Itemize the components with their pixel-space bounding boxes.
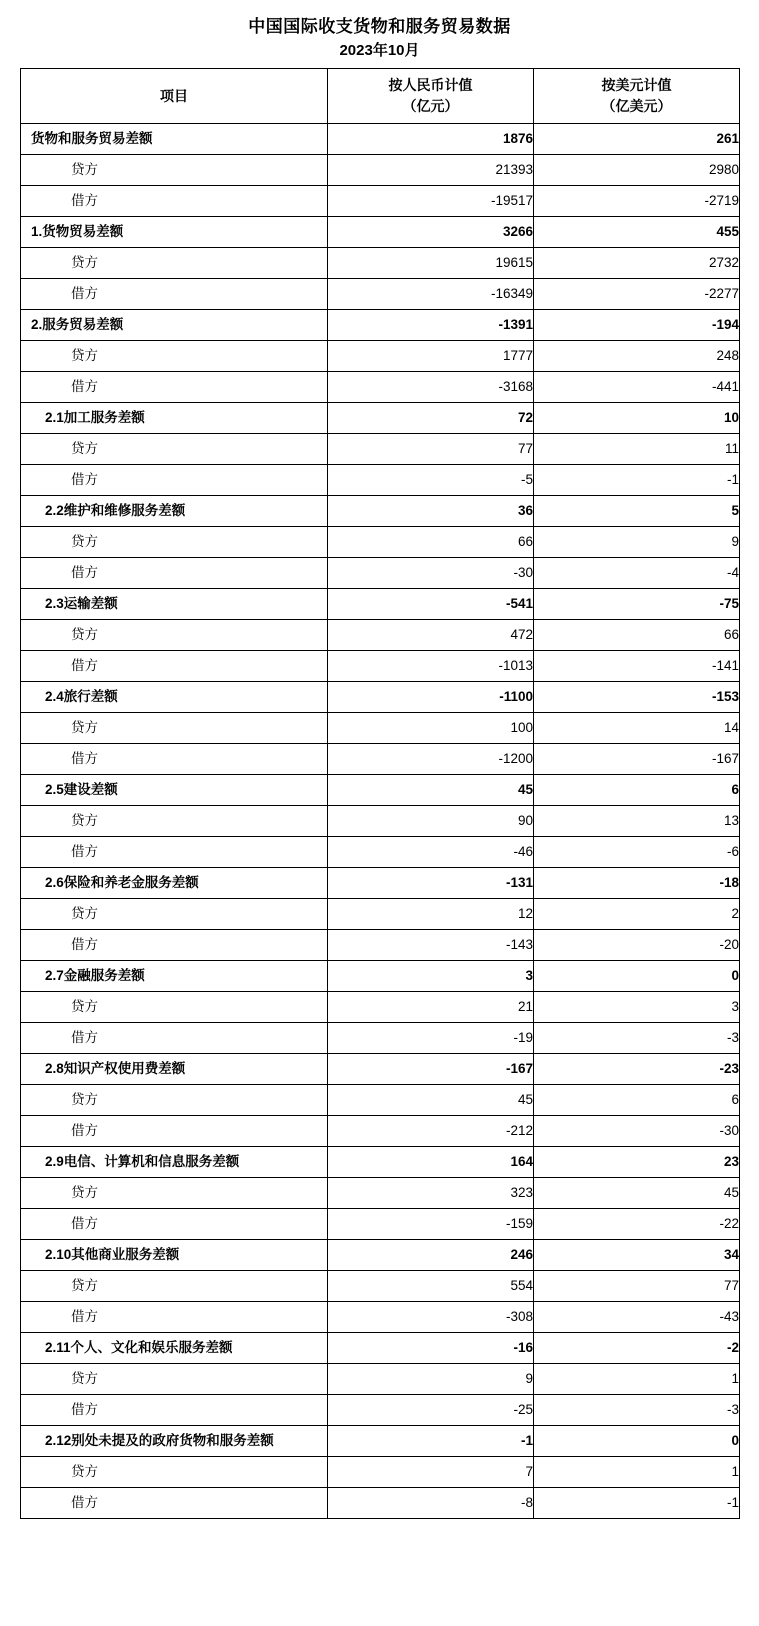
row-label: 2.1加工服务差额 [21, 403, 328, 434]
row-value-cny: 12 [328, 899, 534, 930]
table-row [21, 899, 740, 930]
row-label: 2.9电信、计算机和信息服务差额 [21, 1147, 328, 1178]
row-value-usd: -4 [534, 558, 740, 589]
row-value-usd: 248 [534, 341, 740, 372]
row-value-cny: -1 [328, 1426, 534, 1457]
row-label: 2.3运输差额 [21, 589, 328, 620]
table-row [21, 589, 740, 620]
row-value-usd: -23 [534, 1054, 740, 1085]
row-value-usd: -18 [534, 868, 740, 899]
column-header-cny-line1: 按人民币计值 [388, 77, 473, 93]
column-header-item-line1: 项目 [160, 87, 188, 104]
table-row [21, 1333, 740, 1364]
row-label: 贷方 [21, 713, 328, 744]
row-value-usd: -153 [534, 682, 740, 713]
row-value-usd: 45 [534, 1178, 740, 1209]
row-value-cny: 323 [328, 1178, 534, 1209]
row-value-usd: 0 [534, 1426, 740, 1457]
row-value-usd: 14 [534, 713, 740, 744]
row-value-usd: 6 [534, 1085, 740, 1116]
row-label: 借方 [21, 372, 328, 403]
table-row [21, 744, 740, 775]
balance-of-payments-table [20, 68, 740, 1519]
table-row [21, 558, 740, 589]
row-value-usd: -75 [534, 589, 740, 620]
table-row [21, 837, 740, 868]
page-subtitle: 2023年10月 [339, 42, 420, 59]
row-value-cny: 1876 [328, 124, 534, 155]
row-label: 贷方 [21, 992, 328, 1023]
row-value-cny: 554 [328, 1271, 534, 1302]
row-value-cny: 77 [328, 434, 534, 465]
row-value-cny: 90 [328, 806, 534, 837]
row-label: 借方 [21, 651, 328, 682]
column-header-usd [534, 69, 740, 124]
row-value-usd: 5 [534, 496, 740, 527]
row-value-usd: -2 [534, 1333, 740, 1364]
row-value-usd: 6 [534, 775, 740, 806]
row-label: 贷方 [21, 1271, 328, 1302]
table-row [21, 806, 740, 837]
row-value-cny: -25 [328, 1395, 534, 1426]
row-label: 贷方 [21, 1178, 328, 1209]
row-value-cny: 246 [328, 1240, 534, 1271]
row-value-usd: -1 [534, 465, 740, 496]
row-value-usd: 10 [534, 403, 740, 434]
row-label: 借方 [21, 744, 328, 775]
row-value-usd: 3 [534, 992, 740, 1023]
row-label: 2.7金融服务差额 [21, 961, 328, 992]
table-row [21, 403, 740, 434]
row-value-usd: -22 [534, 1209, 740, 1240]
table-row [21, 155, 740, 186]
row-label: 贷方 [21, 1364, 328, 1395]
row-value-usd: -30 [534, 1116, 740, 1147]
row-label: 借方 [21, 1116, 328, 1147]
table-row [21, 434, 740, 465]
row-value-cny: 66 [328, 527, 534, 558]
row-value-cny: -167 [328, 1054, 534, 1085]
row-label: 2.12别处未提及的政府货物和服务差额 [21, 1426, 328, 1457]
row-value-usd: 261 [534, 124, 740, 155]
row-value-cny: -131 [328, 868, 534, 899]
row-label: 借方 [21, 558, 328, 589]
row-value-cny: 45 [328, 775, 534, 806]
row-value-cny: 36 [328, 496, 534, 527]
table-row [21, 620, 740, 651]
table-header-row [21, 69, 740, 124]
table-row [21, 1240, 740, 1271]
row-value-usd: -20 [534, 930, 740, 961]
table-row [21, 992, 740, 1023]
row-value-cny: 100 [328, 713, 534, 744]
table-row [21, 1457, 740, 1488]
table-row [21, 341, 740, 372]
row-label: 贷方 [21, 341, 328, 372]
column-header-usd-line2: （亿美元） [601, 98, 672, 114]
row-label: 借方 [21, 930, 328, 961]
row-label: 贷方 [21, 1085, 328, 1116]
row-value-usd: -6 [534, 837, 740, 868]
row-value-usd: -1 [534, 1488, 740, 1519]
row-value-cny: -19517 [328, 186, 534, 217]
row-value-usd: 1 [534, 1457, 740, 1488]
row-value-cny: -19 [328, 1023, 534, 1054]
row-label: 借方 [21, 1209, 328, 1240]
row-value-usd: 66 [534, 620, 740, 651]
row-value-cny: 21393 [328, 155, 534, 186]
table-row [21, 279, 740, 310]
row-value-cny: -1391 [328, 310, 534, 341]
table-row [21, 868, 740, 899]
table-row [21, 248, 740, 279]
table-row [21, 930, 740, 961]
row-value-usd: 23 [534, 1147, 740, 1178]
row-value-usd: -2277 [534, 279, 740, 310]
table-row [21, 527, 740, 558]
row-value-cny: -30 [328, 558, 534, 589]
row-value-cny: -1013 [328, 651, 534, 682]
table-row [21, 465, 740, 496]
row-label: 借方 [21, 1488, 328, 1519]
page-title: 中国国际收支货物和服务贸易数据 [248, 17, 511, 36]
row-value-cny: -5 [328, 465, 534, 496]
row-label: 贷方 [21, 899, 328, 930]
table-row [21, 124, 740, 155]
row-value-cny: -8 [328, 1488, 534, 1519]
table-body [21, 124, 740, 1519]
row-value-cny: -212 [328, 1116, 534, 1147]
row-value-cny: 3266 [328, 217, 534, 248]
table-row [21, 1209, 740, 1240]
row-value-cny: 472 [328, 620, 534, 651]
row-value-usd: -441 [534, 372, 740, 403]
row-label: 2.6保险和养老金服务差额 [21, 868, 328, 899]
row-value-usd: -194 [534, 310, 740, 341]
row-label: 借方 [21, 465, 328, 496]
row-label: 货物和服务贸易差额 [21, 124, 328, 155]
row-value-usd: 9 [534, 527, 740, 558]
row-value-usd: -3 [534, 1023, 740, 1054]
row-label: 2.10其他商业服务差额 [21, 1240, 328, 1271]
table-row [21, 1085, 740, 1116]
table-header [21, 69, 740, 124]
row-value-usd: 11 [534, 434, 740, 465]
row-value-cny: -143 [328, 930, 534, 961]
table-row [21, 310, 740, 341]
row-value-usd: 77 [534, 1271, 740, 1302]
row-label: 借方 [21, 279, 328, 310]
table-row [21, 186, 740, 217]
row-value-cny: 21 [328, 992, 534, 1023]
row-value-cny: -46 [328, 837, 534, 868]
row-value-usd: -167 [534, 744, 740, 775]
table-row [21, 1488, 740, 1519]
row-label: 2.4旅行差额 [21, 682, 328, 713]
table-row [21, 961, 740, 992]
table-row [21, 372, 740, 403]
row-value-usd: -3 [534, 1395, 740, 1426]
row-value-cny: 3 [328, 961, 534, 992]
column-header-usd-line1: 按美元计值 [601, 77, 672, 93]
row-label: 1.货物贸易差额 [21, 217, 328, 248]
table-row [21, 1271, 740, 1302]
table-row [21, 713, 740, 744]
table-row [21, 775, 740, 806]
table-row [21, 217, 740, 248]
row-label: 2.5建设差额 [21, 775, 328, 806]
table-row [21, 682, 740, 713]
row-label: 2.11个人、文化和娱乐服务差额 [21, 1333, 328, 1364]
row-value-usd: 2 [534, 899, 740, 930]
row-label: 借方 [21, 1023, 328, 1054]
row-label: 2.服务贸易差额 [21, 310, 328, 341]
row-label: 贷方 [21, 806, 328, 837]
row-value-cny: -1200 [328, 744, 534, 775]
row-value-usd: -141 [534, 651, 740, 682]
row-label: 贷方 [21, 155, 328, 186]
table-row [21, 1178, 740, 1209]
column-header-item [21, 69, 328, 124]
table-row [21, 1147, 740, 1178]
table-row [21, 1023, 740, 1054]
row-value-cny: -159 [328, 1209, 534, 1240]
row-value-cny: -16349 [328, 279, 534, 310]
row-value-usd: 34 [534, 1240, 740, 1271]
row-label: 借方 [21, 186, 328, 217]
table-row [21, 1364, 740, 1395]
row-value-cny: -16 [328, 1333, 534, 1364]
row-value-usd: 455 [534, 217, 740, 248]
row-value-cny: -1100 [328, 682, 534, 713]
row-value-usd: -2719 [534, 186, 740, 217]
row-value-usd: -43 [534, 1302, 740, 1333]
row-value-usd: 2980 [534, 155, 740, 186]
row-value-usd: 13 [534, 806, 740, 837]
row-value-cny: 164 [328, 1147, 534, 1178]
row-value-cny: -3168 [328, 372, 534, 403]
table-row [21, 1116, 740, 1147]
row-label: 借方 [21, 1302, 328, 1333]
row-label: 贷方 [21, 434, 328, 465]
column-header-cny-line2: （亿元） [402, 98, 459, 114]
row-value-cny: 7 [328, 1457, 534, 1488]
table-row [21, 1395, 740, 1426]
table-row [21, 651, 740, 682]
row-label: 2.2维护和维修服务差额 [21, 496, 328, 527]
row-value-cny: 19615 [328, 248, 534, 279]
table-row [21, 1302, 740, 1333]
row-label: 借方 [21, 837, 328, 868]
row-value-usd: 0 [534, 961, 740, 992]
row-value-cny: 1777 [328, 341, 534, 372]
row-label: 2.8知识产权使用费差额 [21, 1054, 328, 1085]
row-label: 贷方 [21, 248, 328, 279]
row-value-cny: -308 [328, 1302, 534, 1333]
row-value-cny: -541 [328, 589, 534, 620]
row-value-usd: 1 [534, 1364, 740, 1395]
row-value-cny: 9 [328, 1364, 534, 1395]
row-label: 贷方 [21, 527, 328, 558]
row-label: 贷方 [21, 1457, 328, 1488]
row-value-cny: 45 [328, 1085, 534, 1116]
column-header-cny [328, 69, 534, 124]
table-row [21, 1054, 740, 1085]
row-label: 借方 [21, 1395, 328, 1426]
table-row [21, 1426, 740, 1457]
row-value-usd: 2732 [534, 248, 740, 279]
row-label: 贷方 [21, 620, 328, 651]
table-row [21, 496, 740, 527]
row-value-cny: 72 [328, 403, 534, 434]
